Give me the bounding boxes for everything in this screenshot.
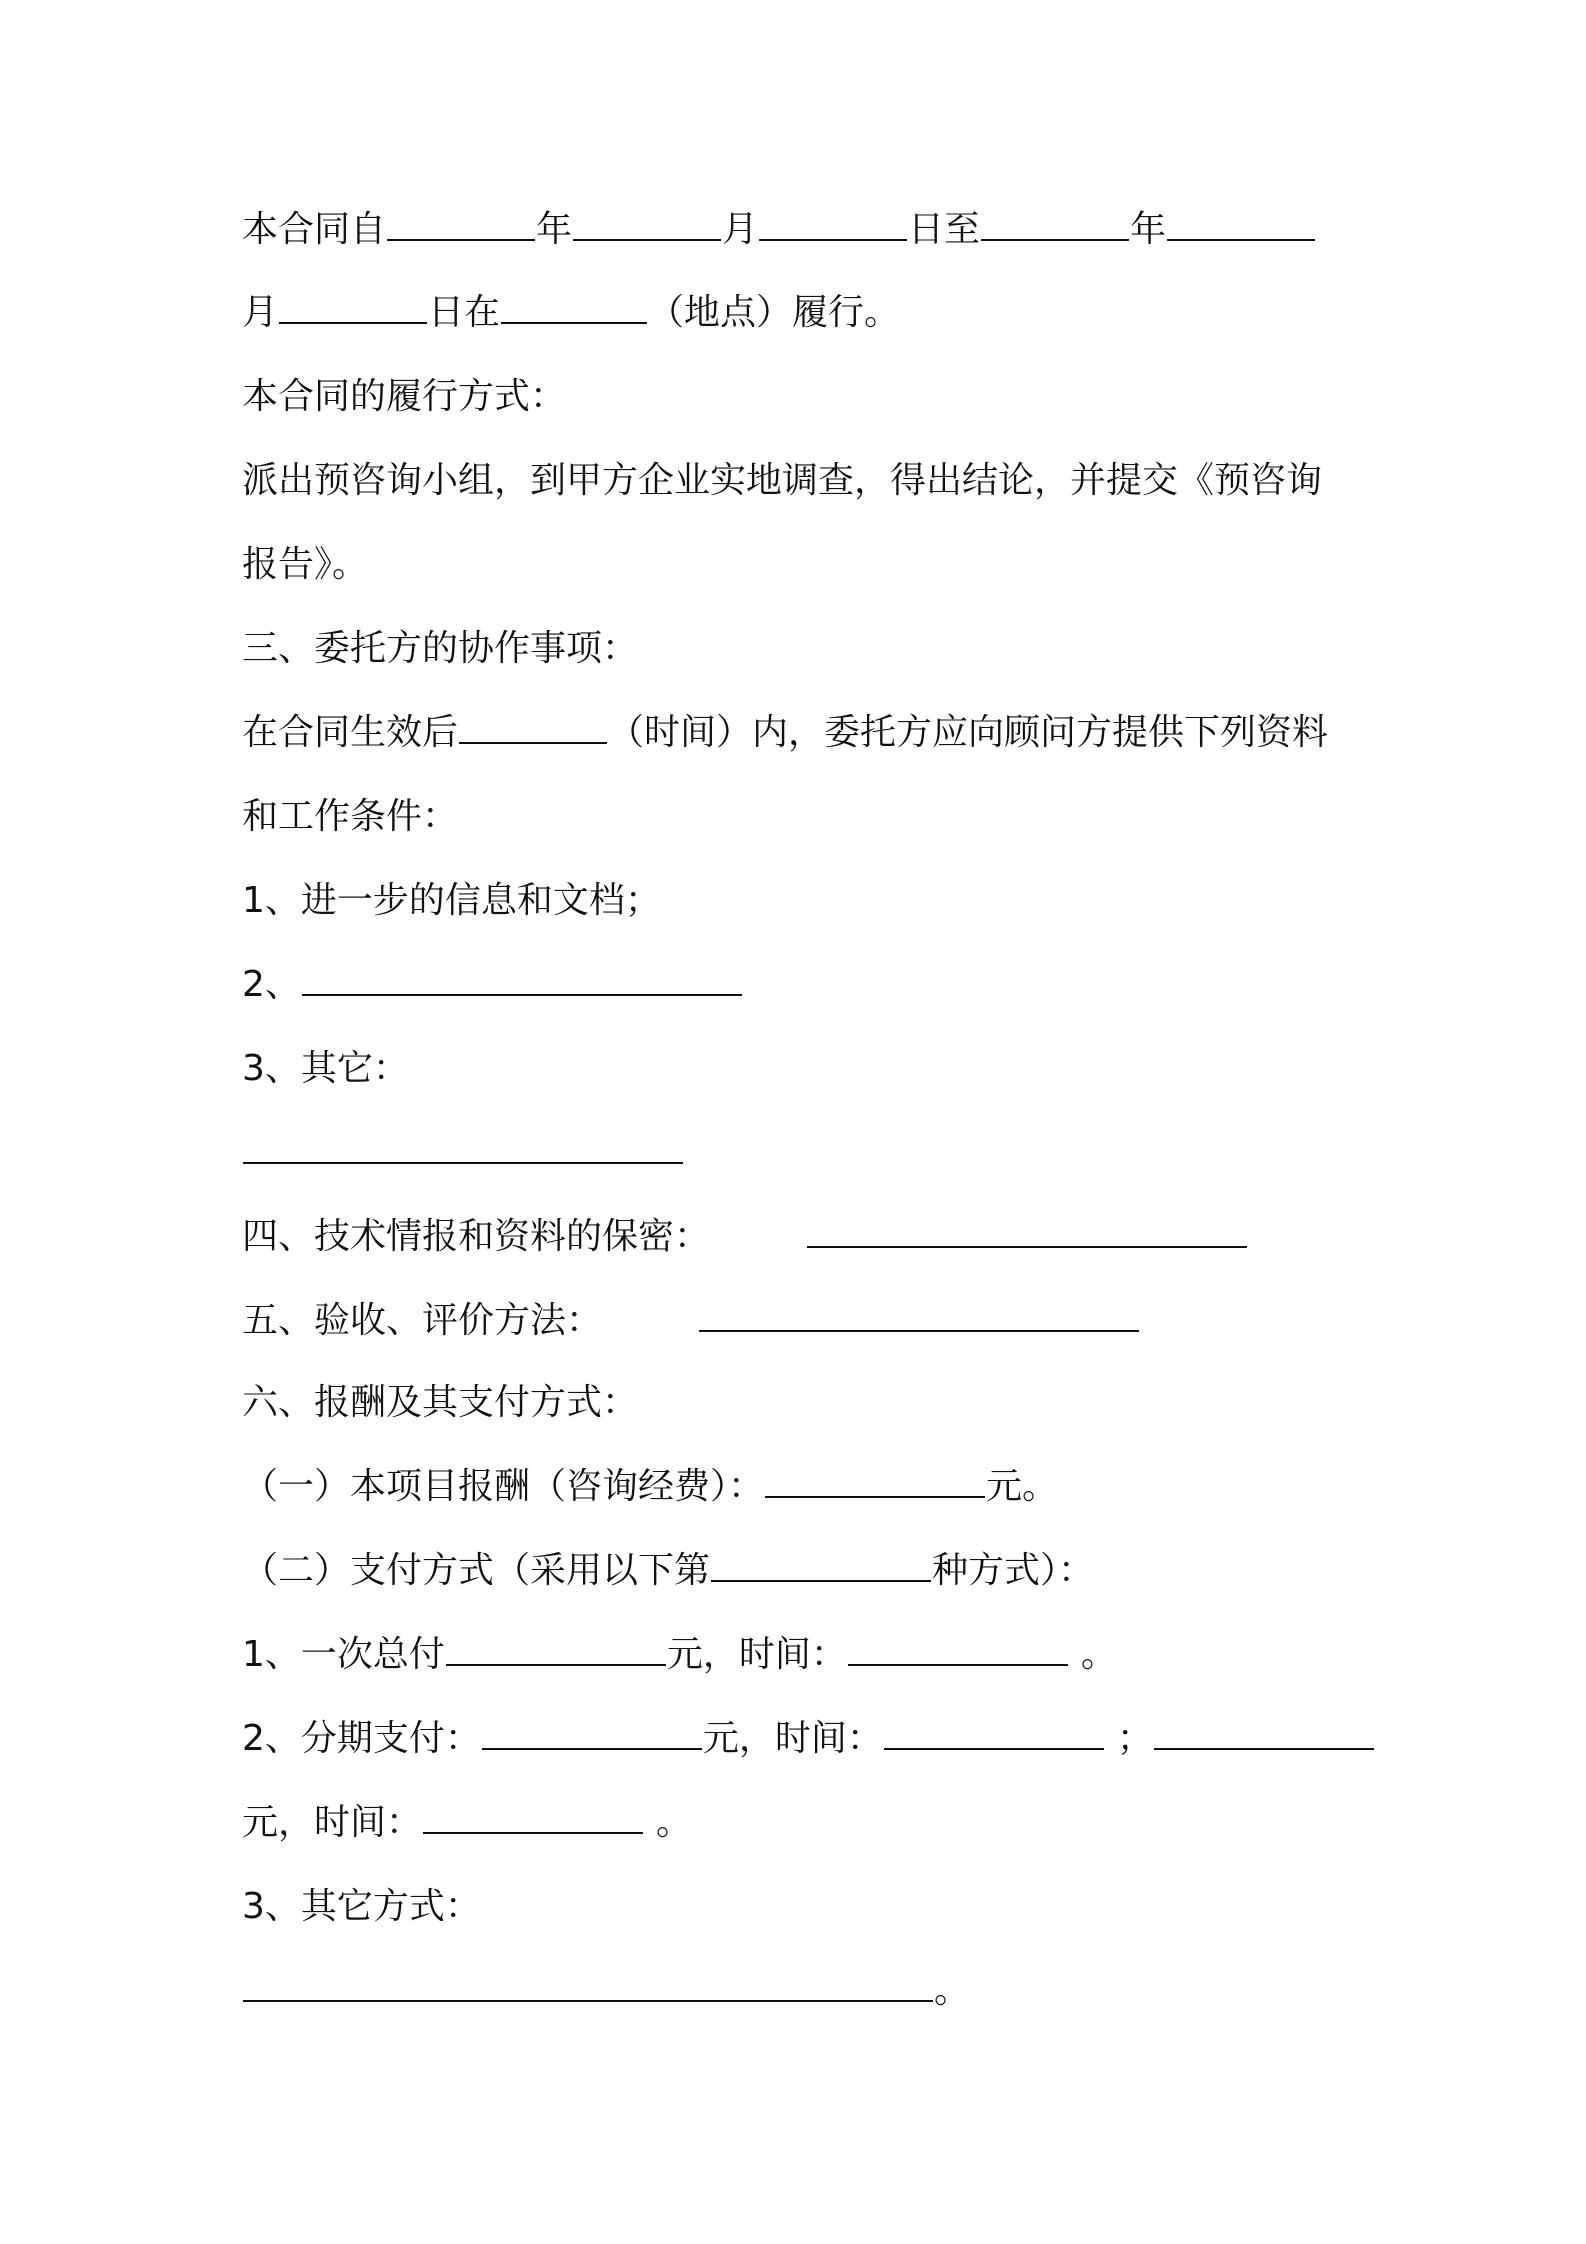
pay-1-line — [242, 1630, 1117, 1680]
section-4-heading: 四、技术情报和资料的保密： — [242, 1216, 711, 1257]
term-text-day-to: 日至 — [908, 209, 981, 250]
pay-2-a: 2、分期支付： — [242, 1718, 481, 1759]
term-line-2 — [242, 288, 900, 338]
pay-2-line — [242, 1714, 1375, 1764]
pay-2-d: 元，时间： — [242, 1802, 423, 1843]
section-6-sub-2-b: 种方式）： — [932, 1550, 1095, 1591]
section-3-item-2-line — [242, 960, 743, 1010]
section-5-line — [242, 1296, 1140, 1346]
location-blank[interactable] — [501, 292, 647, 324]
section-6-sub-2-a: （二）支付方式（采用以下第 — [242, 1550, 711, 1591]
end-year-blank[interactable] — [981, 209, 1129, 241]
confidentiality-blank[interactable] — [807, 1216, 1247, 1248]
term-text-year-2: 年 — [1130, 209, 1167, 250]
section-3-heading: 三、委托方的协作事项： — [242, 628, 639, 669]
start-day-blank[interactable] — [759, 209, 907, 241]
item-2-blank[interactable] — [302, 964, 742, 996]
term-text-from: 本合同自 — [242, 209, 387, 250]
section-3-intro-a: 在合同生效后 — [242, 712, 459, 753]
term-text-day-at: 日在 — [428, 292, 501, 333]
section-3-item-3: 3、其它： — [242, 1048, 409, 1089]
section-6-sub-1-b: 元。 — [986, 1466, 1059, 1507]
method-text-2: 报告》。 — [242, 544, 369, 585]
other-method-blank[interactable] — [243, 1970, 933, 2002]
time-blank[interactable] — [459, 712, 607, 744]
method-text-1: 派出预咨询小组，到甲方企业实地调查，得出结论，并提交《预咨询 — [242, 460, 1323, 501]
section-6-sub-1-a: （一）本项目报酬（咨询经费）： — [242, 1466, 765, 1507]
method-heading: 本合同的履行方式： — [242, 376, 567, 417]
term-text-month: 月 — [722, 209, 759, 250]
installment-1-amount-blank[interactable] — [482, 1718, 702, 1750]
method-number-blank[interactable] — [711, 1550, 931, 1582]
section-5-heading: 五、验收、评价方法： — [242, 1300, 603, 1341]
installment-2-amount-blank[interactable] — [1154, 1718, 1374, 1750]
section-3-intro-line — [242, 708, 1328, 758]
lump-sum-time-blank[interactable] — [848, 1634, 1068, 1666]
pay-1-c: 。 — [1080, 1634, 1117, 1675]
section-3-item-2: 2、 — [242, 964, 301, 1005]
section-3-item-1: 1、进一步的信息和文档； — [242, 880, 661, 921]
section-3-intro-b: （时间）内，委托方应向顾问方提供下列资料 — [608, 712, 1329, 753]
acceptance-blank[interactable] — [699, 1300, 1139, 1332]
term-text-location: （地点）履行。 — [648, 292, 901, 333]
pay-3: 3、其它方式： — [242, 1886, 481, 1927]
term-text-month-2: 月 — [242, 292, 279, 333]
pay-2-e: 。 — [656, 1802, 693, 1843]
section-3-intro-c: 和工作条件： — [242, 796, 459, 837]
pay-2-c: ； — [1116, 1718, 1153, 1759]
installment-2-time-blank[interactable] — [423, 1802, 643, 1834]
pay-2-cont-line — [242, 1798, 692, 1848]
fee-blank[interactable] — [765, 1466, 985, 1498]
other-blank[interactable] — [243, 1132, 683, 1164]
lump-sum-amount-blank[interactable] — [446, 1634, 666, 1666]
section-6-heading: 六、报酬及其支付方式： — [242, 1382, 639, 1423]
section-4-line — [242, 1212, 1248, 1262]
pay-2-b: 元，时间： — [702, 1718, 883, 1759]
start-month-blank[interactable] — [573, 209, 721, 241]
section-6-sub-1-line — [242, 1462, 1058, 1512]
pay-3-blank-line — [242, 1966, 970, 2016]
installment-1-time-blank[interactable] — [884, 1718, 1104, 1750]
pay-1-a: 1、一次总付 — [242, 1634, 445, 1675]
term-line-1 — [242, 205, 1316, 255]
term-text-year: 年 — [536, 209, 573, 250]
end-day-blank[interactable] — [279, 292, 427, 324]
end-month-blank[interactable] — [1167, 209, 1315, 241]
section-6-sub-2-line — [242, 1546, 1094, 1596]
start-year-blank[interactable] — [387, 209, 535, 241]
section-3-other-line — [242, 1128, 684, 1178]
pay-3-end: 。 — [934, 1970, 971, 2011]
pay-1-b: 元，时间： — [666, 1634, 847, 1675]
